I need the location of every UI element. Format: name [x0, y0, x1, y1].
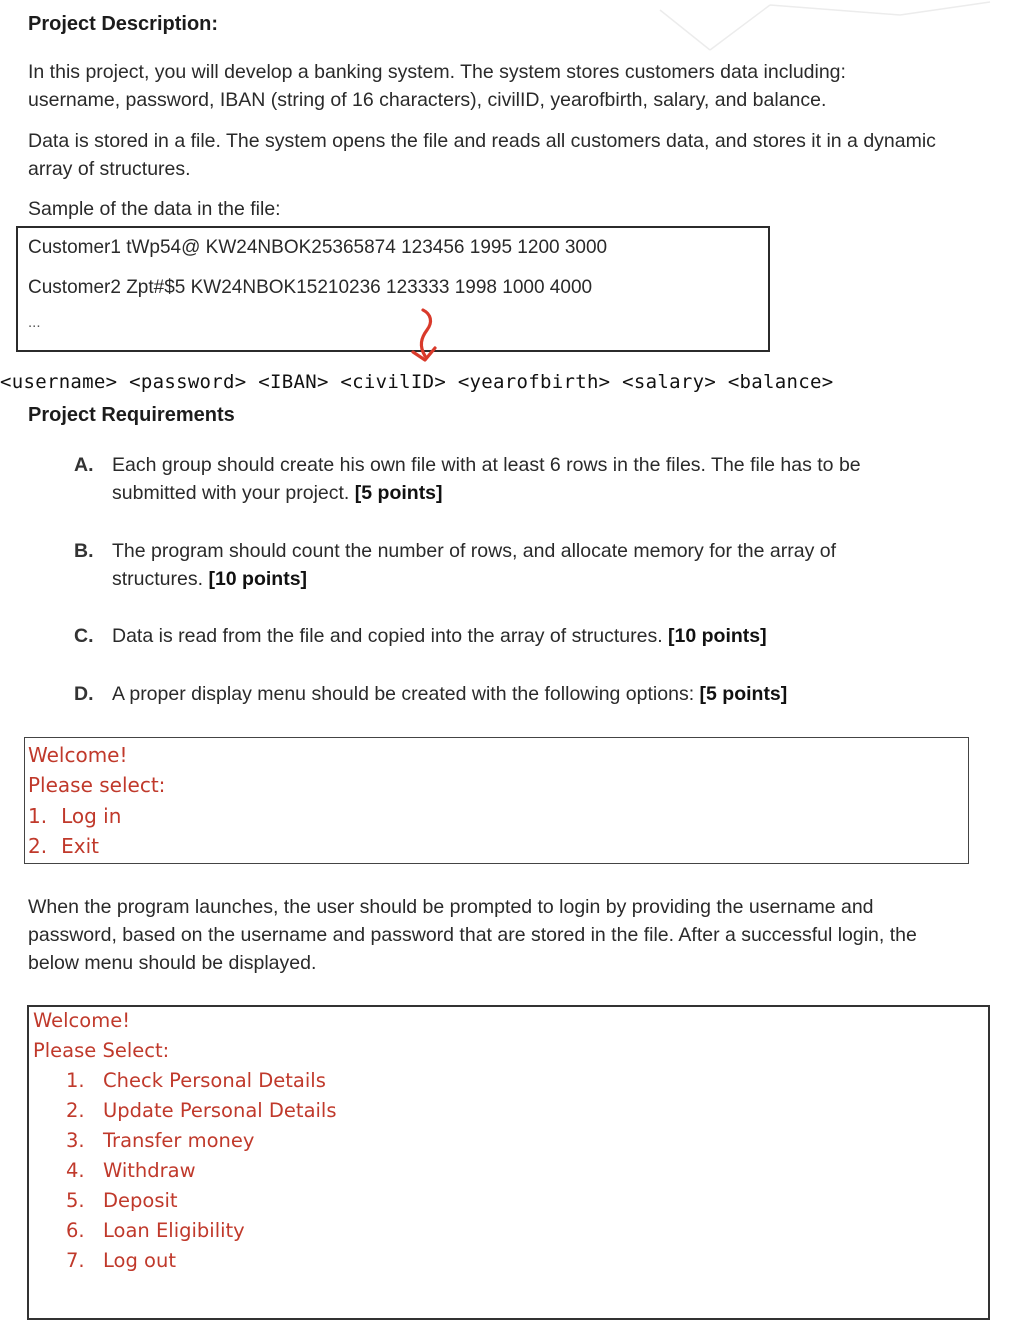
requirement-text: Data is read from the file and copied into the array of structures.: [112, 625, 663, 647]
menu-option-deposit: 5. Deposit: [66, 1189, 178, 1212]
sample-data-box: [16, 226, 770, 352]
login-paragraph: When the program launches, the user should be prompted to login by providing the username and password, based on the username and password that are stored in the file. After a successful login, the below menu should be displayed.: [28, 896, 917, 974]
annotation-arrow-icon: [405, 306, 445, 370]
requirement-d: [74, 680, 964, 710]
main-menu-box: [24, 737, 969, 864]
sample-row: Customer2 Zpt#$5 KW24NBOK15210236 123333 1998 1000 4000: [28, 277, 593, 298]
requirement-text: structures.: [112, 568, 204, 590]
requirement-text: A proper display menu should be created with the following options:: [112, 683, 695, 705]
requirement-letter: D.: [74, 683, 94, 705]
menu-prompt: Please select:: [28, 773, 166, 797]
requirement-c: [74, 622, 964, 652]
menu-prompt: Please Select:: [33, 1039, 170, 1062]
description-heading: Project Description:: [28, 13, 219, 35]
menu-option-login: 1. Log in: [28, 804, 122, 828]
requirement-b: [74, 537, 964, 595]
sample-row: Customer1 tWp54@ KW24NBOK25365874 123456 1995 1200 3000: [28, 237, 608, 258]
sample-ellipsis: ...: [28, 314, 41, 331]
requirement-points: [10 points]: [668, 625, 767, 647]
description-paragraph: In this project, you will develop a banking system. The system stores customers data including: username, password, IBAN (string of 16 characters), civilID, yearofbirth, salary, and balance.: [28, 61, 846, 111]
menu-option-logout: 7. Log out: [66, 1249, 176, 1272]
data-format-line: <username> <password> <IBAN> <civilID> <yearofbirth> <salary> <balance>: [0, 371, 834, 393]
menu-option-withdraw: 4. Withdraw: [66, 1159, 196, 1182]
menu-option-check-details: 1. Check Personal Details: [66, 1069, 326, 1092]
sample-label: Sample of the data in the file:: [28, 198, 281, 220]
requirement-points: [5 points]: [699, 683, 788, 705]
background-decoration: [650, 0, 1012, 60]
requirement-letter: C.: [74, 625, 94, 647]
requirement-a: [74, 451, 964, 509]
menu-option-update-details: 2. Update Personal Details: [66, 1099, 337, 1122]
requirement-letter: B.: [74, 540, 94, 562]
requirement-text: Each group should create his own file with at least 6 rows in the files. The file has to be: [112, 454, 861, 476]
menu-welcome: Welcome!: [28, 743, 128, 767]
menu-option-exit: 2. Exit: [28, 834, 99, 858]
requirements-heading: Project Requirements: [28, 404, 235, 426]
requirement-text: The program should count the number of rows, and allocate memory for the array of: [112, 540, 837, 562]
menu-option-loan-eligibility: 6. Loan Eligibility: [66, 1219, 245, 1242]
requirement-letter: A.: [74, 454, 94, 476]
requirement-points: [10 points]: [208, 568, 308, 590]
requirement-points: [5 points]: [354, 482, 443, 504]
menu-welcome: Welcome!: [33, 1009, 131, 1032]
storage-paragraph: Data is stored in a file. The system opens the file and reads all customers data, and stores it in a dynamic array of structures.: [28, 130, 936, 180]
account-menu-box: [27, 1005, 990, 1320]
menu-option-transfer: 3. Transfer money: [66, 1129, 255, 1152]
requirement-text: submitted with your project.: [112, 482, 350, 504]
